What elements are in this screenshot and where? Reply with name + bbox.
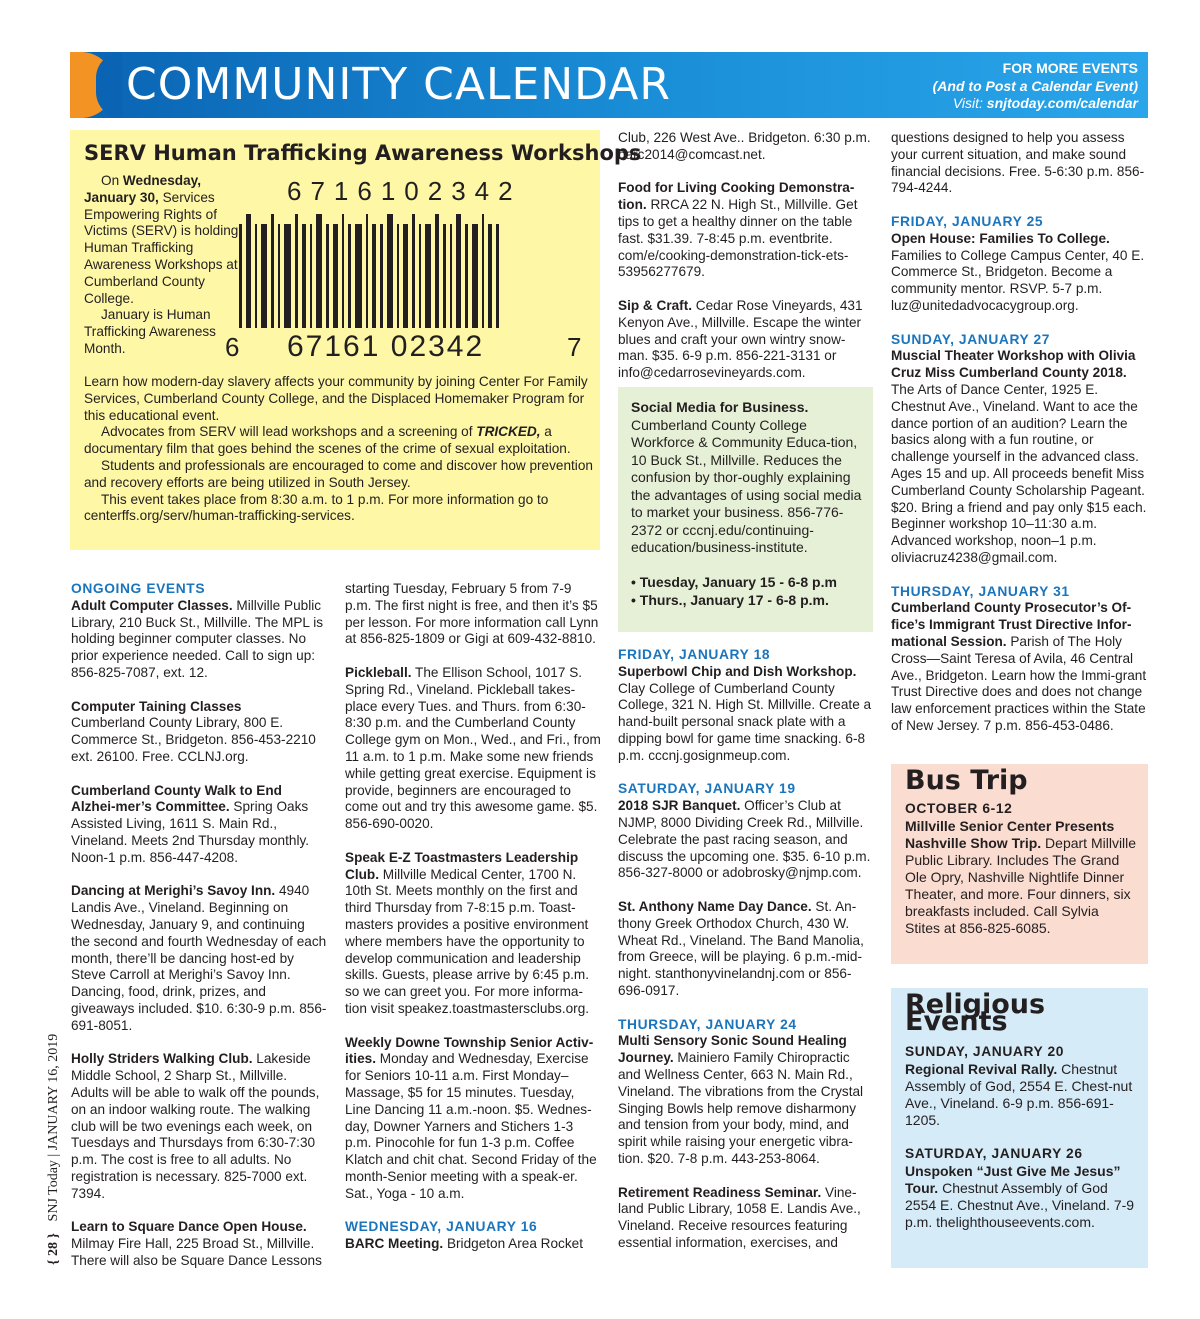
barcode-bar — [380, 224, 383, 328]
event-item: Learn to Square Dance Open House. Milmay Fire Hall, 225 Broad St., Millville. There will also be Square Dance Lessons — [71, 1219, 322, 1268]
barcode-bar — [435, 214, 439, 328]
barcode-bar — [465, 224, 468, 328]
event-item: Food for Living Cooking Demonstra-tion. RRCA 22 N. High St., Millville. Get tips to get a healthy dinner on the table fast. $31.39. 7-8:45 p.m. eventbrite. com/e/cooking-demonstration-tick-ets-53956277679. — [618, 180, 858, 280]
event-item: 2018 SJR Banquet. Officer’s Club at NJMP, 8000 Dividing Creek Rd., Millville. Celebrate the past racing season, and discuss the upcoming one. $35. 6-10 p.m. 856-327-8000 or adobrosky@njmp.com. — [618, 798, 871, 881]
barcode-bar — [403, 224, 408, 328]
date-heading: THURSDAY, JANUARY 31 — [891, 583, 1070, 599]
date-heading: SATURDAY, JANUARY 19 — [618, 781, 796, 797]
event-item: Retirement Readiness Seminar. Vine-land Public Library, 1058 E. Landis Ave., Vineland. Receive resources featuring essential information, exercises, and — [618, 1184, 861, 1250]
barcode-bar — [239, 224, 242, 328]
date-heading: FRIDAY, JANUARY 25 — [891, 213, 1044, 229]
barcode-bar — [387, 214, 393, 328]
event-item: St. Anthony Name Day Dance. St. An-thony Greek Orthodox Church, 430 W. Wheat Rd., Vineland. The Band Manolia, from Greece, will be playing. 6 p.m.-mid-night. stanthonyvinelandnj.com or 856-696-0917. — [618, 898, 864, 998]
event-item: Cumberland County Walk to End Alzhei-mer’s Committee. Spring Oaks Assisted Living, 1611 S. Main Rd., Vineland. Meets 2nd Thursday monthly. Noon-1 p.m. 856-447-4208. — [71, 782, 310, 865]
event-item: Weekly Downe Township Senior Activ-ities. Monday and Wednesday, Exercise for Seniors 10-11 a.m. First Monday–Massage, $5 for 15 minutes. Tuesday, Line Dancing 11 a.m.-noon. $5. Wednes-day, Downer Yarners and Stichers 1-3 p.m. Pinocohle for fun 1-3 p.m. Coffee Klatch and chit chat. Second Friday of the month-Senior meeting with a speak-er. Sat., Yoga - 10 a.m. — [345, 1034, 597, 1201]
religious-events-content: Religious Events SUNDAY, JANUARY 20 Regional Revival Rally. Chestnut Assembly of God, 2554 E. Chest-nut Ave., Vineland. 6-9 p.m. 856-691-1205. SATURDAY, JANUARY 26 Unspoken “Just Give Me Jesus” Tour. Chestnut Assembly of God 2554 E. Chestnut Ave., Vineland. 7-9 p.m. thelighthouseevents.com. — [905, 996, 1137, 1231]
column-3-bottom — [618, 647, 874, 1268]
barcode-bar — [456, 214, 461, 328]
event-item: Cumberland County Prosecutor’s Of-fice’s Immigrant Trust Directive Infor-mational Session. Parish of The Holy Cross—Saint Teresa of Avila, 46 Central Ave., Bridgeton. Learn how the Immi-grant Trust Directive does and does not change law enforcement practices within the State of New Jersey. 7 p.m. 856-453-0486. — [891, 600, 1147, 733]
event-continued: questions designed to help you assess your current situation, and make sound financial decisions. Free. 5-6:30 p.m. 856-794-4244. — [891, 130, 1145, 196]
barcode-figures-image — [225, 176, 590, 362]
barcode-bar — [496, 224, 499, 328]
more-events-sub: (And to Post a Calendar Event) — [932, 77, 1138, 94]
barcode-bar — [310, 224, 312, 328]
event-item: Speak E-Z Toastmasters Leadership Club. Millville Medical Center, 1700 N. 10th St. Meets monthly on the first and third Thursday from 7-8:15 p.m. Toast-masters provides a positive environment where members have the opportunity to develop communication and leadership skills. Guests, please arrive by 6:45 p.m. so we can greet you. For more informa-tion visit speakez.toastmastersclubs.org. — [345, 849, 590, 1016]
barcode-bar — [450, 224, 452, 328]
barcode-bar — [316, 214, 322, 328]
barcode-bar — [295, 214, 298, 328]
event-item: Sip & Craft. Cedar Rose Vineyards, 431 Kenyon Ave., Millville. Escape the winter blues and craft your own wintry snow-man. $35. 6-9 p.m. 856-221-3131 or info@cedarrosevineyards.com. — [618, 297, 863, 381]
serv-title: SERV Human Trafficking Awareness Workshops — [84, 141, 642, 165]
barcode-bar — [255, 224, 257, 328]
event-item: Holly Striders Walking Club. Lakeside Middle School, 2 Sharp St., Millville. Adults will be able to walk off the pounds, on an indoor walking route. The walking club will be two evenings each week, on Tuesdays and Thursdays from 6:30-7:30 p.m. The cost is free to all adults. No registration is necessary. 825-7000 ext. 7394. — [71, 1051, 320, 1201]
date-heading: SATURDAY, JANUARY 26 — [905, 1145, 1083, 1161]
page-title: COMMUNITY CALENDAR — [126, 59, 671, 110]
event-item: BARC Meeting. Bridgeton Area Rocket — [345, 1236, 583, 1252]
event-continued: Club, 226 West Ave.. Bridgeton. 6:30 p.m. barc2014@comcast.net. — [618, 130, 871, 162]
event-item: Pickleball. The Ellison School, 1017 S. Spring Rd., Vineland. Pickleball takes-place every Tues. and Thurs. from 6:30-8:30 p.m. and the Cumberland County College gym on Mon., Wed., and Fri., from 11 a.m. to 1 p.m. Make some new friends while getting great exercise. Equipment is provide, beginners are encouraged to come out and try this awesome game. $5. 856-690-0020. — [345, 664, 601, 832]
barcode-bar — [278, 224, 280, 328]
column-1 — [71, 581, 327, 1286]
barcode-bar — [326, 224, 329, 328]
bus-trip-date: OCTOBER 6-12 — [905, 801, 1013, 816]
more-events — [933, 60, 1138, 113]
barcode-bar — [355, 224, 362, 328]
barcode-bar — [472, 224, 478, 328]
event-item: Open House: Families To College. Families to College Campus Center, 40 E. Commerce St., Bridgeton. Become a community mentor. RSVP. 5-7 p.m. luz@unitedadvocacygroup.org. — [891, 230, 1145, 313]
date-heading: THURSDAY, JANUARY 24 — [618, 1016, 797, 1032]
barcode-bar — [246, 214, 251, 328]
event-item: Computer Taining Classes Cumberland County Library, 800 E. Commerce St., Bridgeton. 856-453-2210 ext. 26100. Free. CCLNJ.org. — [71, 698, 316, 764]
barcode-bar — [443, 224, 446, 328]
barcode-bar — [284, 224, 291, 328]
barcode-bar — [302, 224, 306, 328]
section-heading: ONGOING EVENTS — [71, 581, 206, 596]
barcode-bar — [342, 214, 344, 328]
serv-intro: On Wednesday, January 30, Services Empowering Rights of Victims (SERV) is holding Human Trafficking Awareness Workshops at Cumberland County College. January is Human Trafficking Awareness Month. — [84, 173, 239, 356]
barcode-bar — [271, 214, 274, 328]
barcode-bar — [348, 224, 351, 328]
visit-label: Visit: — [952, 95, 987, 111]
barcode-bar — [372, 224, 376, 328]
event-item: Multi Sensory Sonic Sound Healing Journey. Mainiero Family Chiropractic and Wellness Center, 663 N. Main Rd., Vineland. The vibrations from the Crystal Singing Bowls help remove disharmony and tension from your body, mind, and spirit while raising your energetic vibra-tion. $20. 7-8 p.m. 443-253-8064. — [618, 1033, 864, 1166]
page-number: { 28 } — [46, 1232, 61, 1265]
barcode-bar — [397, 224, 399, 328]
barcode-bar — [366, 214, 368, 328]
social-media-text: Social Media for Business. Cumberland County College Workforce & Community Educa-tion, 10 Buck St., Millville. Reduces the confusion by thor-oughly explaining the advantages of using social media to market your business. 856-776-2372 or cccnj.edu/continuing-education/business-institute. • Tuesday, January 15 - 6-8 p.m • Thurs., January 17 - 6-8 p.m. — [631, 399, 862, 608]
svg-text:7: 7 — [567, 332, 582, 362]
event-item: Superbowl Chip and Dish Workshop. Clay College of Cumberland County College, 321 N. High St. Millville. Create a hand-built personal snack plate with a dipping bowl for game time snacking. 6-8 p.m. cccnj.gosignmeup.com. — [618, 663, 872, 763]
event-item: Adult Computer Classes. Millville Public Library, 210 Buck St., Millville. The MPL is holding beginner computer classes. No prior experience needed. Call to sign up: 856-825-7087, ext. 12. — [71, 597, 324, 680]
barcode-bar — [412, 214, 415, 328]
page-folio — [46, 1034, 62, 1265]
serv-body: Learn how modern-day slavery affects your community by joining Center For Family Services, Cumberland County College, and the Displaced Homemaker Program for this educational event. Advocates from SERV will lead workshops and a screening of TRICKED, a documentary film that goes behind the scenes of the crime of sexual exploitation. Students and professionals are encouraged to come and discover how prevention and recovery efforts are being utilized in South Jersey. This event takes place from 8:30 a.m. to 1 p.m. For more information go to centerffs.org/serv/human-trafficking-services. — [84, 374, 593, 524]
calendar-link[interactable]: snjtoday.com/calendar — [986, 95, 1138, 111]
barcode-bar — [419, 224, 421, 328]
barcode-bar — [333, 224, 338, 328]
column-2 — [345, 581, 601, 1270]
barcode-bar — [482, 214, 484, 328]
date-heading: FRIDAY, JANUARY 18 — [618, 647, 771, 662]
barcode-bar — [488, 224, 492, 328]
bus-trip-content: Bus Trip OCTOBER 6-12 Millville Senior Center Presents Nashville Show Trip. Depart Millville Public Library. Includes The Grand Ole Opry, Nashville Nightlife Dinner Theater, and more. Four dinners, six breakfasts included. Call Sylvia Stites at 856-825-6085. — [905, 765, 1137, 936]
column-3-top — [618, 130, 874, 399]
event-continued: starting Tuesday, February 5 from 7-9 p.m. The first night is free, and then it’s $5 per lesson. For more information call Lynn at 856-825-1809 or Gigi at 609-432-8810. — [345, 581, 599, 647]
date-heading: SUNDAY, JANUARY 20 — [905, 1044, 1065, 1059]
date-heading: WEDNESDAY, JANUARY 16 — [345, 1219, 538, 1235]
more-events-heading: FOR MORE EVENTS — [1002, 60, 1138, 76]
svg-text:67161 02342: 67161 02342 — [287, 330, 485, 362]
event-item: Muscial Theater Workshop with Olivia Cruz Miss Cumberland County 2018. The Arts of Dance Center, 1925 E. Chestnut Ave., Vineland. Want to ace the dance portion of an audition? Learn the basics along with a fun routine, or challenge yourself in the advanced class. Ages 15 and up. All proceeds benefit Miss Cumberland County Scholarship Pageant. $20. Bring a friend and pay only $15 each. Beginner workshop 10–11:30 a.m. Advanced workshop, noon–1 p.m. oliviacruz4238@gmail.com. — [891, 348, 1147, 565]
svg-text:6716102342: 6716102342 — [287, 176, 522, 206]
date-heading: SUNDAY, JANUARY 27 — [891, 331, 1051, 347]
publication-date: SNJ Today | JANUARY 16, 2019 — [46, 1033, 61, 1222]
event-item: Dancing at Merighi’s Savoy Inn. 4940 Landis Ave., Vineland. Beginning on Wednesday, January 9, and continuing the second and fourth Wednesday of each month, there’ll be dancing host-ed by Steve Carroll at Merighi’s Savoy Inn. Dancing, food, drink, prizes, and giveaways included. $10. 6:30-9 p.m. 856-691-8051. — [71, 883, 327, 1033]
barcode-bar — [425, 224, 431, 328]
religious-events-title: Religious Events — [905, 989, 1046, 1037]
barcode-bar — [261, 224, 267, 328]
column-4 — [891, 130, 1149, 751]
bus-trip-title: Bus Trip — [905, 765, 1028, 796]
svg-text:6: 6 — [225, 332, 240, 362]
